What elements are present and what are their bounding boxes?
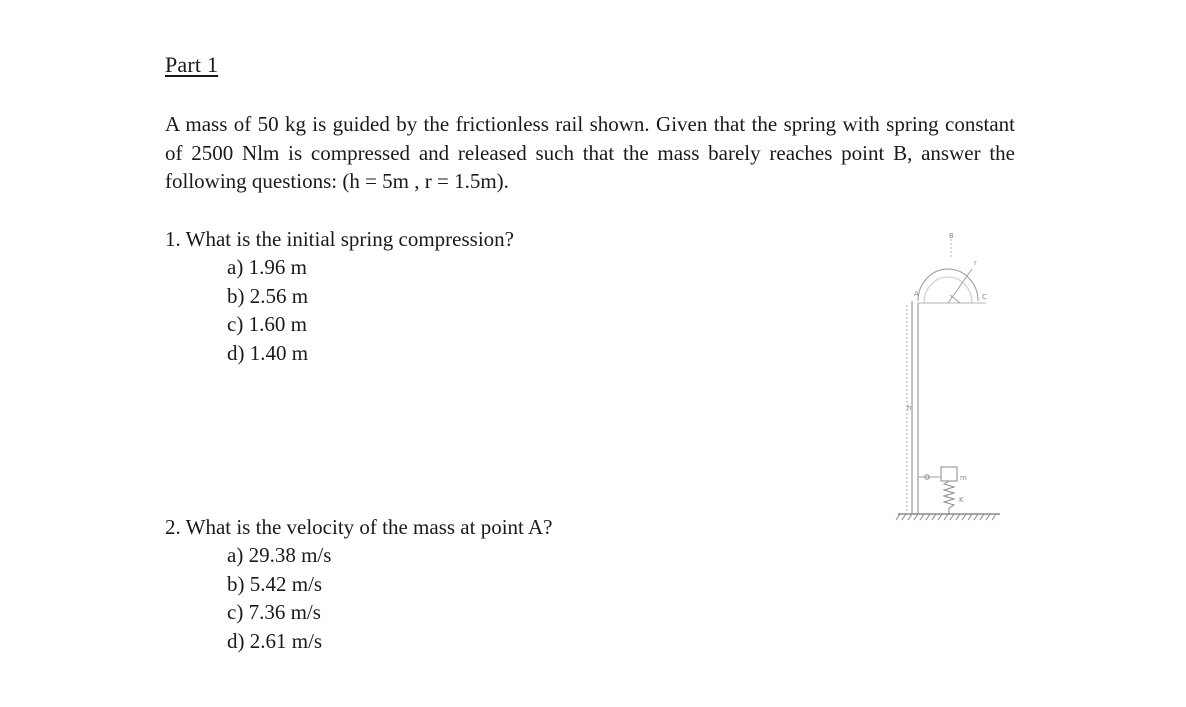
question-2-option-d: d) 2.61 m/s [227,628,323,653]
question-2 [165,513,552,655]
question-2-stem: 2. What is the velocity of the mass at point A? [165,515,553,539]
question-2-option-b: b) 5.42 m/s [227,571,323,596]
label-m: m [960,474,967,482]
question-2-option-c: c) 7.36 m/s [227,600,321,624]
label-a: A [914,290,919,298]
label-r: r [974,259,977,267]
question-1-option-d: d) 1.40 m [227,340,309,365]
label-h: h [907,404,912,412]
center-mark [950,295,960,303]
label-k: K [959,496,964,504]
question-1-stem: 1. What is the initial spring compression? [165,227,514,251]
question-1-options [165,253,514,367]
question-2-option-a: a) 29.38 m/s [227,543,332,567]
rail-arc-inner [924,277,972,303]
question-1 [165,225,514,367]
question-1-option-a: a) 1.96 m [227,255,307,279]
label-c: C [982,293,987,301]
question-2-options [165,541,552,655]
rail-diagram [894,233,1010,529]
question-1-option-c: c) 1.60 m [227,312,307,336]
mass-block [941,467,957,481]
radius-line [948,269,972,303]
label-b: B [949,233,954,240]
problem-statement: A mass of 50 kg is guided by the frictionless rail shown. Given that the spring with spring constant of 2500 Nlm is compressed and released such that the mass barely reaches point B, answer the following questions: (h = 5m , r = 1.5m). [165,112,1015,193]
part-heading: Part 1 [165,52,219,77]
spring [944,481,954,514]
ground-hatch [896,514,996,520]
question-1-option-b: b) 2.56 m [227,283,309,308]
